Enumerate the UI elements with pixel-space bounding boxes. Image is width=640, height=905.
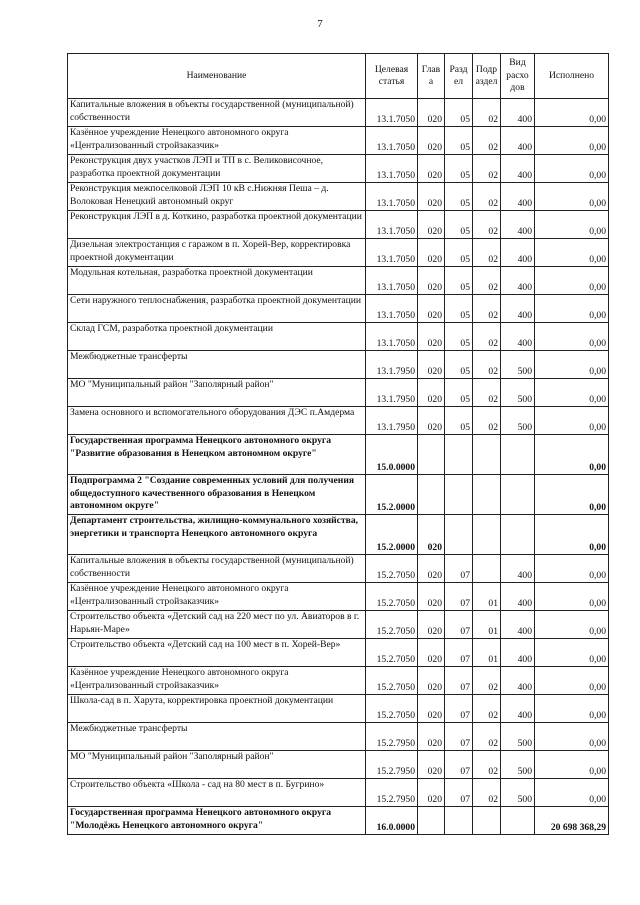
table-row (68, 751, 609, 779)
header-target-article: Целевая статья (366, 54, 418, 99)
table-row (68, 407, 609, 435)
cell-chapter: 020 (418, 99, 445, 127)
cell-expense-type: 400 (501, 267, 535, 295)
cell-executed: 0,00 (535, 295, 609, 323)
cell-section: 07 (445, 695, 473, 723)
table-body (68, 99, 609, 835)
cell-name: Сети наружного теплоснабжения, разработка проектной документации (68, 295, 366, 323)
cell-target-article: 15.2.7950 (366, 723, 418, 751)
cell-section: 05 (445, 267, 473, 295)
cell-expense-type: 500 (501, 779, 535, 807)
cell-executed: 0,00 (535, 407, 609, 435)
cell-subsection (473, 435, 501, 475)
cell-section (445, 475, 473, 515)
cell-expense-type: 400 (501, 183, 535, 211)
cell-target-article: 13.1.7050 (366, 155, 418, 183)
cell-name: МО "Муниципальный район "Заполярный район" (68, 751, 366, 779)
table-row (68, 695, 609, 723)
cell-chapter: 020 (418, 267, 445, 295)
cell-expense-type: 500 (501, 351, 535, 379)
cell-name: Департамент строительства, жилищно-коммунального хозяйства, энергетики и транспорта Ненецкого автономного округа (68, 515, 366, 555)
cell-target-article: 15.2.0000 (366, 475, 418, 515)
cell-expense-type: 400 (501, 639, 535, 667)
cell-section (445, 515, 473, 555)
cell-target-article: 15.2.7950 (366, 779, 418, 807)
cell-target-article: 15.2.7050 (366, 583, 418, 611)
cell-chapter: 020 (418, 239, 445, 267)
cell-expense-type: 500 (501, 407, 535, 435)
cell-chapter (418, 807, 445, 835)
cell-subsection: 01 (473, 639, 501, 667)
cell-section: 07 (445, 583, 473, 611)
cell-executed: 0,00 (535, 695, 609, 723)
cell-subsection: 02 (473, 667, 501, 695)
cell-target-article: 13.1.7050 (366, 183, 418, 211)
table-row (68, 127, 609, 155)
cell-chapter: 020 (418, 127, 445, 155)
cell-chapter: 020 (418, 639, 445, 667)
cell-executed: 0,00 (535, 267, 609, 295)
cell-name: Казённое учреждение Ненецкого автономного округа «Централизованный стройзаказчик» (68, 667, 366, 695)
cell-expense-type (501, 435, 535, 475)
cell-executed: 0,00 (535, 351, 609, 379)
cell-chapter: 020 (418, 295, 445, 323)
cell-expense-type: 400 (501, 611, 535, 639)
cell-name: МО "Муниципальный район "Заполярный район" (68, 379, 366, 407)
cell-subsection: 02 (473, 379, 501, 407)
table-row (68, 667, 609, 695)
cell-section: 05 (445, 295, 473, 323)
cell-executed: 0,00 (535, 751, 609, 779)
header-section: Разд ел (445, 54, 473, 99)
cell-name: Капитальные вложения в объекты государственной (муниципальной) собственности (68, 555, 366, 583)
cell-section: 05 (445, 155, 473, 183)
cell-chapter (418, 475, 445, 515)
table-row (68, 515, 609, 555)
header-subsection: Подр аздел (473, 54, 501, 99)
cell-name: Государственная программа Ненецкого автономного округа "Развитие образования в Ненецком автономном округе" (68, 435, 366, 475)
budget-table (67, 53, 609, 835)
cell-name: Государственная программа Ненецкого автономного округа "Молодёжь Ненецкого автономного округа" (68, 807, 366, 835)
cell-section: 07 (445, 667, 473, 695)
cell-expense-type: 400 (501, 239, 535, 267)
cell-name: Строительство объекта «Школа - сад на 80 мест в п. Бугрино» (68, 779, 366, 807)
header-name: Наименование (68, 54, 366, 99)
table-row (68, 239, 609, 267)
cell-subsection: 02 (473, 695, 501, 723)
cell-target-article: 15.2.7050 (366, 611, 418, 639)
cell-target-article: 13.1.7050 (366, 267, 418, 295)
cell-subsection: 02 (473, 407, 501, 435)
table-row (68, 583, 609, 611)
cell-expense-type: 400 (501, 555, 535, 583)
cell-expense-type: 500 (501, 723, 535, 751)
cell-section: 05 (445, 211, 473, 239)
cell-subsection: 02 (473, 323, 501, 351)
cell-target-article: 13.1.7050 (366, 239, 418, 267)
cell-target-article: 15.2.7050 (366, 639, 418, 667)
cell-target-article: 13.1.7950 (366, 379, 418, 407)
table-row (68, 155, 609, 183)
cell-name: Дизельная электростанция с гаражом в п. Хорей-Вер, корректировка проектной документации (68, 239, 366, 267)
table-row (68, 807, 609, 835)
cell-section: 07 (445, 723, 473, 751)
cell-name: Реконструкция ЛЭП в д. Коткино, разработка проектной документации (68, 211, 366, 239)
cell-target-article: 13.1.7950 (366, 351, 418, 379)
cell-expense-type: 400 (501, 695, 535, 723)
cell-executed: 0,00 (535, 639, 609, 667)
table-header-row (68, 54, 609, 99)
cell-name: Модульная котельная, разработка проектной документации (68, 267, 366, 295)
cell-section: 05 (445, 239, 473, 267)
cell-executed: 0,00 (535, 611, 609, 639)
cell-chapter: 020 (418, 779, 445, 807)
cell-executed: 0,00 (535, 155, 609, 183)
cell-expense-type: 400 (501, 127, 535, 155)
cell-subsection: 02 (473, 267, 501, 295)
cell-name: Склад ГСМ, разработка проектной документации (68, 323, 366, 351)
cell-section: 07 (445, 751, 473, 779)
cell-section (445, 435, 473, 475)
cell-subsection: 02 (473, 239, 501, 267)
cell-executed: 0,00 (535, 723, 609, 751)
cell-subsection (473, 475, 501, 515)
cell-target-article: 15.2.7950 (366, 751, 418, 779)
cell-name: Реконструкция межпоселковой ЛЭП 10 кВ с.Нижняя Пеша – д. Волоковая Ненецкий автономный округ (68, 183, 366, 211)
cell-chapter: 020 (418, 351, 445, 379)
cell-executed: 0,00 (535, 211, 609, 239)
cell-section: 05 (445, 127, 473, 155)
cell-expense-type: 400 (501, 667, 535, 695)
cell-name: Школа-сад в п. Харута, корректировка проектной документации (68, 695, 366, 723)
cell-chapter: 020 (418, 611, 445, 639)
cell-section: 07 (445, 639, 473, 667)
table-row (68, 267, 609, 295)
cell-name: Строительство объекта «Детский сад на 100 мест в п. Хорей-Вер» (68, 639, 366, 667)
cell-name: Подпрограмма 2 "Создание современных условий для получения общедоступного качественного образования в Ненецком автономном округе" (68, 475, 366, 515)
cell-section: 05 (445, 99, 473, 127)
cell-name: Казённое учреждение Ненецкого автономного округа «Централизованный стройзаказчик» (68, 583, 366, 611)
cell-target-article: 13.1.7950 (366, 407, 418, 435)
cell-target-article: 13.1.7050 (366, 295, 418, 323)
cell-subsection: 02 (473, 779, 501, 807)
cell-expense-type: 500 (501, 751, 535, 779)
cell-subsection: 02 (473, 127, 501, 155)
cell-chapter: 020 (418, 323, 445, 351)
table-row (68, 295, 609, 323)
table-row (68, 435, 609, 475)
cell-expense-type (501, 807, 535, 835)
cell-target-article: 15.0.0000 (366, 435, 418, 475)
cell-target-article: 13.1.7050 (366, 323, 418, 351)
cell-chapter: 020 (418, 695, 445, 723)
table-row (68, 475, 609, 515)
table-row (68, 211, 609, 239)
cell-subsection: 02 (473, 351, 501, 379)
cell-chapter: 020 (418, 379, 445, 407)
cell-chapter: 020 (418, 751, 445, 779)
header-expense-type: Вид расхо дов (501, 54, 535, 99)
header-executed: Исполнено (535, 54, 609, 99)
header-chapter: Глав а (418, 54, 445, 99)
cell-chapter: 020 (418, 183, 445, 211)
cell-executed: 0,00 (535, 323, 609, 351)
cell-subsection: 02 (473, 723, 501, 751)
cell-subsection: 02 (473, 751, 501, 779)
cell-executed: 0,00 (535, 667, 609, 695)
cell-executed: 20 698 368,29 (535, 807, 609, 835)
cell-executed: 0,00 (535, 515, 609, 555)
cell-subsection (473, 555, 501, 583)
cell-section: 05 (445, 351, 473, 379)
cell-subsection: 01 (473, 583, 501, 611)
cell-executed: 0,00 (535, 583, 609, 611)
cell-subsection: 02 (473, 155, 501, 183)
cell-target-article: 13.1.7050 (366, 127, 418, 155)
cell-executed: 0,00 (535, 99, 609, 127)
cell-chapter: 020 (418, 555, 445, 583)
cell-name: Межбюджетные трансферты (68, 351, 366, 379)
cell-executed: 0,00 (535, 475, 609, 515)
table-row (68, 779, 609, 807)
cell-name: Казённое учреждение Ненецкого автономного округа «Централизованный стройзаказчик» (68, 127, 366, 155)
cell-section: 05 (445, 183, 473, 211)
cell-target-article: 15.2.0000 (366, 515, 418, 555)
cell-name: Строительство объекта «Детский сад на 220 мест по ул. Авиаторов в г. Нарьян-Маре» (68, 611, 366, 639)
cell-chapter: 020 (418, 155, 445, 183)
cell-chapter: 020 (418, 583, 445, 611)
page-number: 7 (317, 18, 323, 30)
cell-expense-type: 400 (501, 211, 535, 239)
table-row (68, 555, 609, 583)
cell-subsection: 02 (473, 295, 501, 323)
cell-executed: 0,00 (535, 379, 609, 407)
cell-expense-type (501, 475, 535, 515)
cell-chapter: 020 (418, 407, 445, 435)
cell-target-article: 16.0.0000 (366, 807, 418, 835)
cell-target-article: 13.1.7050 (366, 99, 418, 127)
cell-expense-type: 400 (501, 155, 535, 183)
cell-subsection (473, 515, 501, 555)
cell-name: Замена основного и вспомогательного оборудования ДЭС п.Амдерма (68, 407, 366, 435)
cell-target-article: 15.2.7050 (366, 695, 418, 723)
cell-executed: 0,00 (535, 127, 609, 155)
cell-chapter: 020 (418, 211, 445, 239)
cell-expense-type: 400 (501, 583, 535, 611)
cell-expense-type (501, 515, 535, 555)
cell-subsection: 01 (473, 611, 501, 639)
table-row (68, 639, 609, 667)
cell-name: Капитальные вложения в объекты государственной (муниципальной) собственности (68, 99, 366, 127)
table-row (68, 323, 609, 351)
cell-name: Реконструкция двух участков ЛЭП и ТП в с. Великовисочное, разработка проектной документации (68, 155, 366, 183)
cell-chapter: 020 (418, 723, 445, 751)
cell-section: 05 (445, 407, 473, 435)
table-row (68, 611, 609, 639)
cell-executed: 0,00 (535, 435, 609, 475)
cell-chapter: 020 (418, 667, 445, 695)
cell-section: 07 (445, 779, 473, 807)
cell-executed: 0,00 (535, 183, 609, 211)
cell-section (445, 807, 473, 835)
cell-section: 05 (445, 323, 473, 351)
cell-section: 05 (445, 379, 473, 407)
table-row (68, 183, 609, 211)
cell-expense-type: 400 (501, 99, 535, 127)
cell-executed: 0,00 (535, 239, 609, 267)
cell-executed: 0,00 (535, 779, 609, 807)
cell-chapter: 020 (418, 515, 445, 555)
cell-executed: 0,00 (535, 555, 609, 583)
table-row (68, 723, 609, 751)
cell-subsection: 02 (473, 211, 501, 239)
cell-subsection: 02 (473, 99, 501, 127)
cell-chapter (418, 435, 445, 475)
cell-target-article: 15.2.7050 (366, 667, 418, 695)
cell-expense-type: 500 (501, 379, 535, 407)
cell-subsection: 02 (473, 183, 501, 211)
cell-section: 07 (445, 611, 473, 639)
cell-expense-type: 400 (501, 295, 535, 323)
cell-expense-type: 400 (501, 323, 535, 351)
cell-target-article: 13.1.7050 (366, 211, 418, 239)
table-row (68, 379, 609, 407)
table-row (68, 351, 609, 379)
cell-name: Межбюджетные трансферты (68, 723, 366, 751)
cell-section: 07 (445, 555, 473, 583)
table-row (68, 99, 609, 127)
cell-subsection (473, 807, 501, 835)
cell-target-article: 15.2.7050 (366, 555, 418, 583)
